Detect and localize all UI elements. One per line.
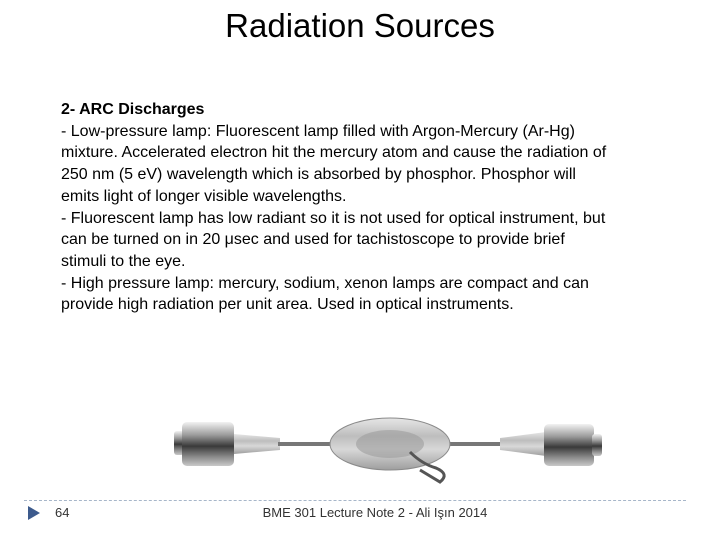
footer-text: BME 301 Lecture Note 2 - Ali Işın 2014 — [262, 505, 488, 520]
footer-divider — [24, 500, 686, 501]
page-number: 64 — [55, 505, 70, 520]
section-heading: 2- ARC Discharges — [61, 101, 205, 118]
body-line: 250 nm (5 eV) wavelength which is absorbed by phosphor. Phosphor will — [61, 166, 576, 184]
slide-body — [61, 99, 701, 316]
body-line: - Low-pressure lamp: Fluorescent lamp filled with Argon-Mercury (Ar-Hg) — [61, 122, 575, 140]
footer-arrow-icon — [28, 506, 40, 520]
body-line: stimuli to the eye. — [61, 252, 186, 270]
arc-lamp-image — [160, 404, 608, 496]
body-line: emits light of longer visible wavelengths. — [61, 187, 347, 205]
body-line: - Fluorescent lamp has low radiant so it is not used for optical instrument, but — [61, 209, 606, 227]
body-line: mixture. Accelerated electron hit the mercury atom and cause the radiation of — [61, 144, 607, 162]
body-line: can be turned on in 20 μsec and used for tachistoscope to provide brief — [61, 231, 565, 249]
slide-title: Radiation Sources — [225, 7, 495, 44]
body-line: - High pressure lamp: mercury, sodium, xenon lamps are compact and can — [61, 274, 589, 292]
body-line: provide high radiation per unit area. Used in optical instruments. — [61, 296, 514, 314]
